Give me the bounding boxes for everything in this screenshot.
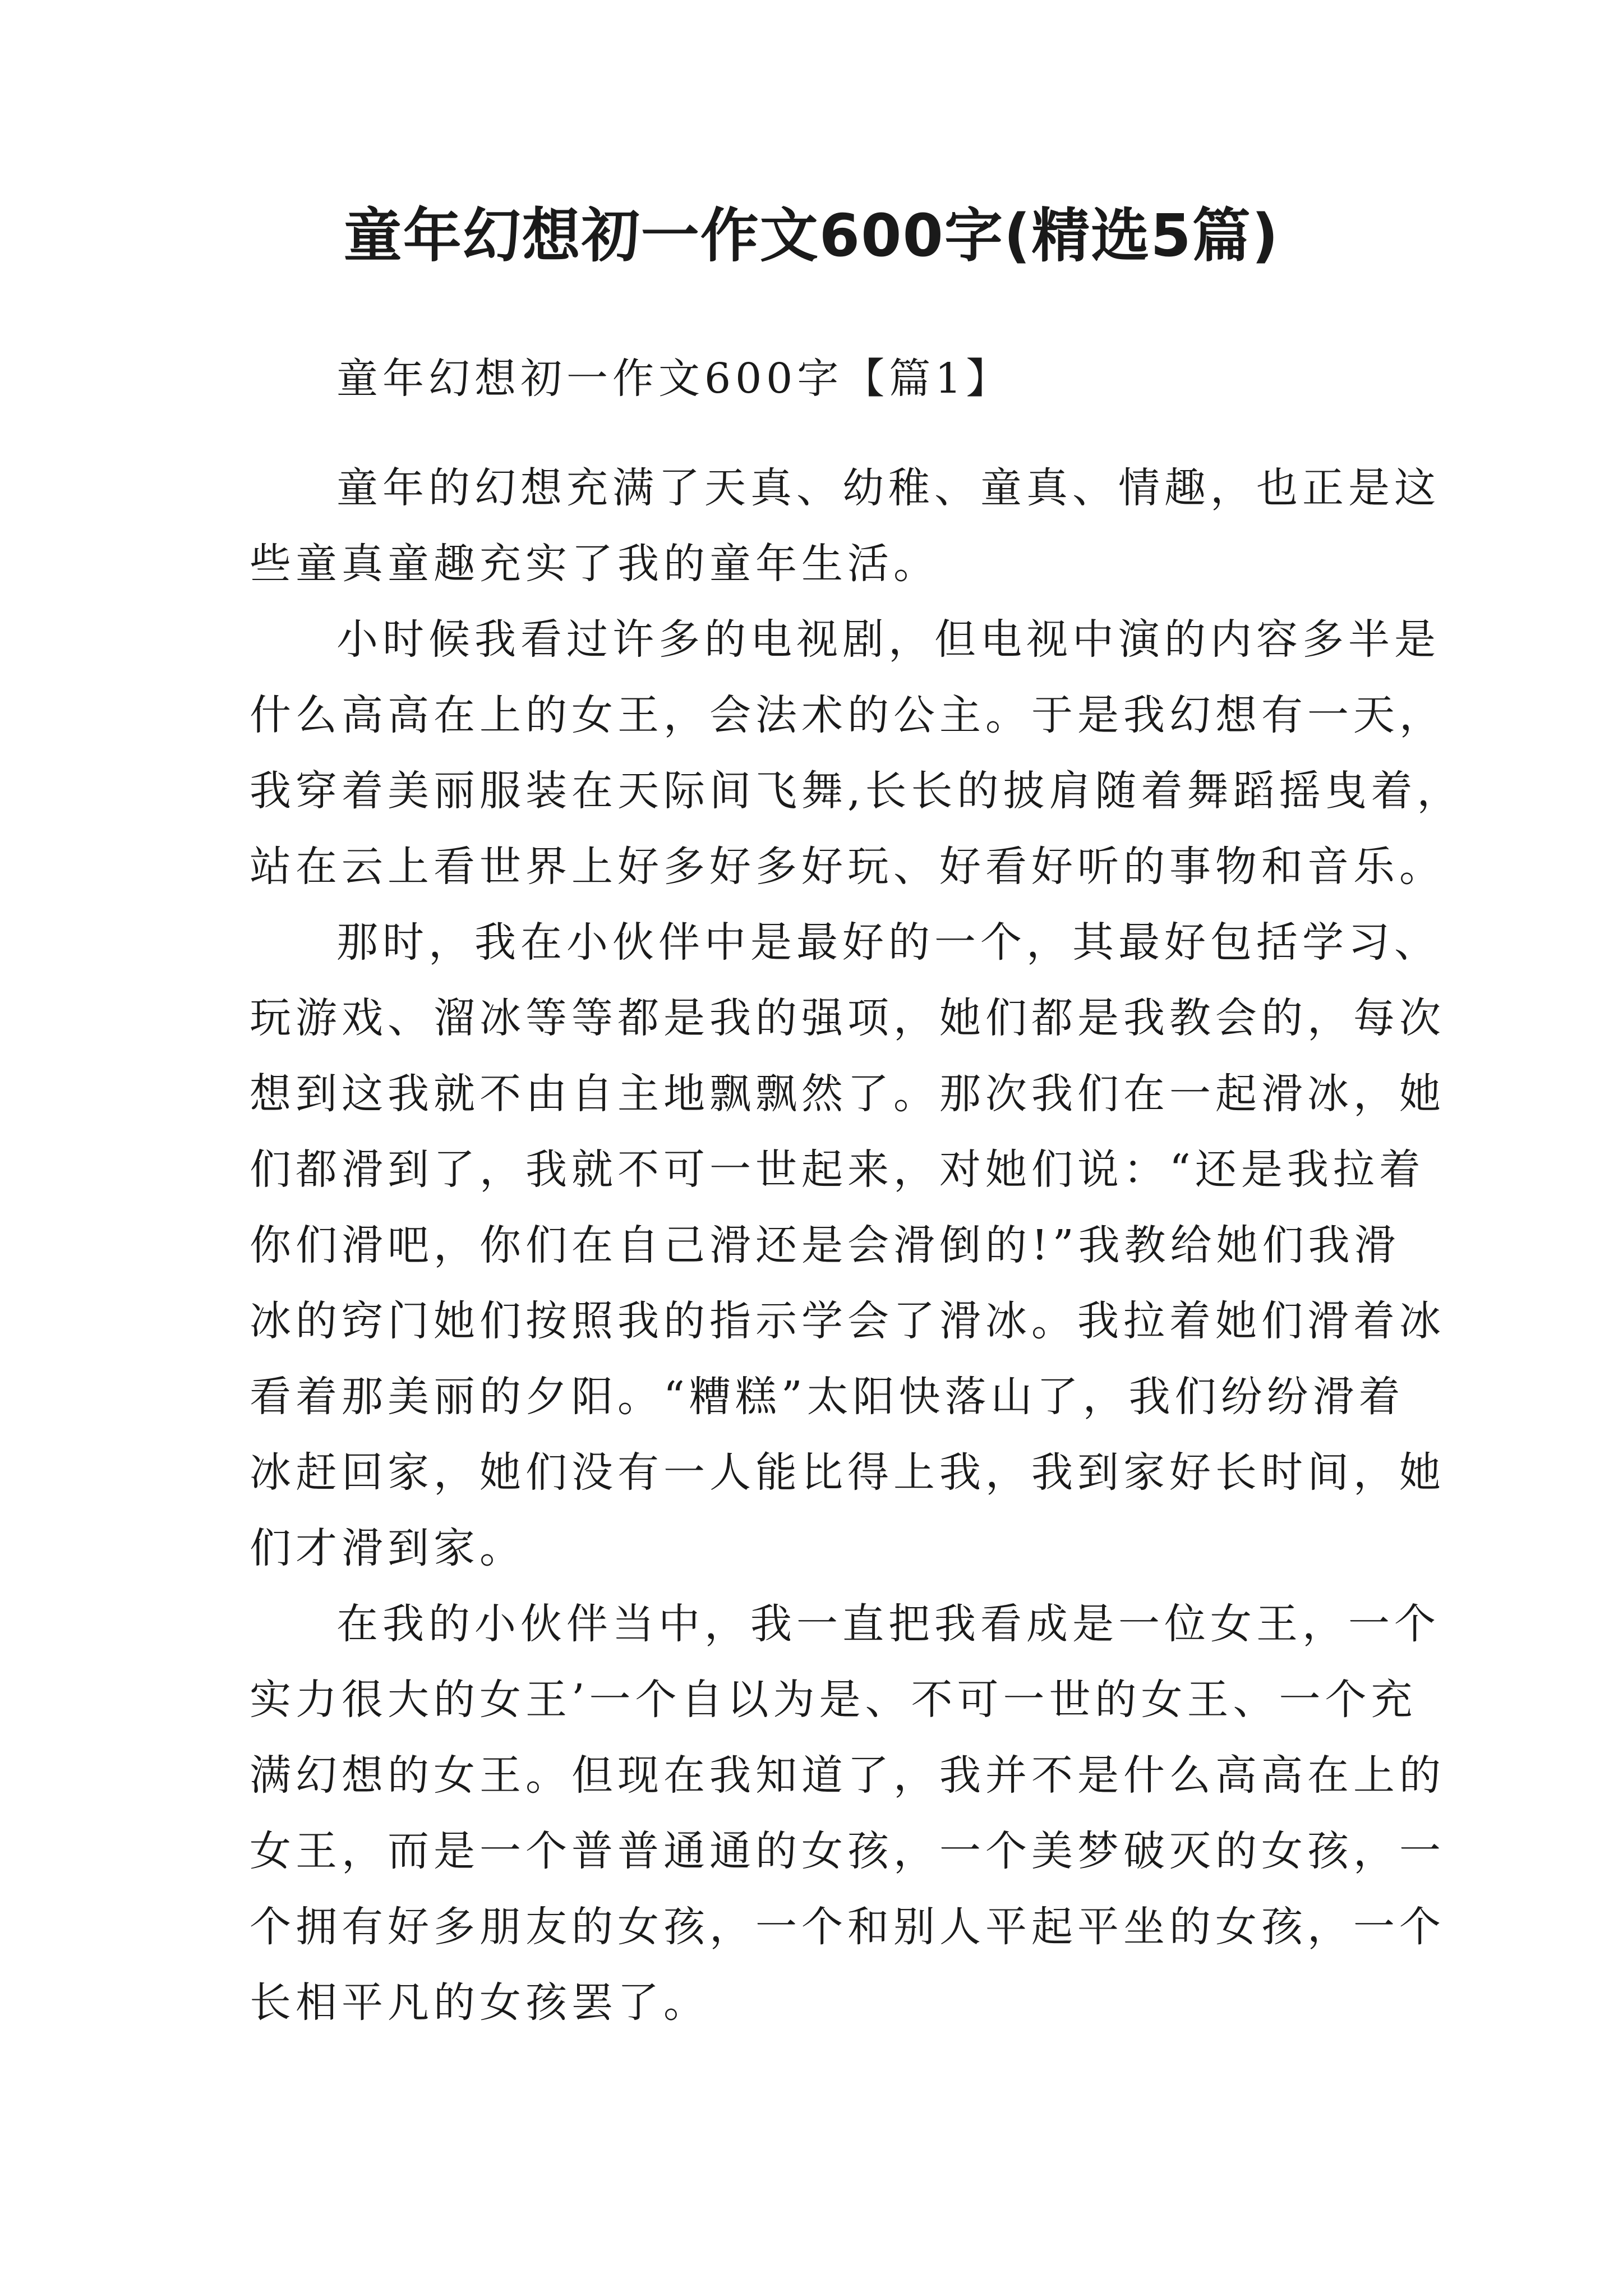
paragraph-3-line-3: 想到这我就不由自主地飘飘然了。那次我们在一起滑冰，她 <box>250 1070 1445 1118</box>
paragraph-3-line-7: 看着那美丽的夕阳。“糟糕”太阳快落山了，我们纷纷滑着 <box>250 1373 1405 1421</box>
paragraph-3-line-4: 们都滑到了，我就不可一世起来，对她们说：“还是我拉着 <box>250 1145 1425 1194</box>
document-title: 童年幻想初一作文600字(精选5篇) <box>343 201 1280 270</box>
paragraph-2-line-3: 我穿着美丽服装在天际间飞舞,长长的披肩随着舞蹈摇曳着， <box>250 767 1463 815</box>
paragraph-4-line-2: 实力很大的女王’一个自以为是、不可一世的女王、一个充 <box>250 1676 1417 1724</box>
paragraph-3-line-1: 那时，我在小伙伴中是最好的一个，其最好包括学习、 <box>336 918 1440 967</box>
paragraph-4-line-5: 个拥有好多朋友的女孩，一个和别人平起平坐的女孩，一个 <box>250 1903 1445 1951</box>
paragraph-2-line-4: 站在云上看世界上好多好多好玩、好看好听的事物和音乐。 <box>250 843 1445 891</box>
paragraph-3-line-6: 冰的窍门她们按照我的指示学会了滑冰。我拉着她们滑着冰 <box>250 1297 1445 1345</box>
paragraph-2-line-1: 小时候我看过许多的电视剧，但电视中演的内容多半是 <box>336 615 1440 664</box>
paragraph-4-line-6: 长相平凡的女孩罢了。 <box>250 1978 709 2027</box>
paragraph-3-line-9: 们才滑到家。 <box>250 1524 525 1572</box>
paragraph-4-line-1: 在我的小伙伴当中，我一直把我看成是一位女王，一个 <box>336 1600 1440 1648</box>
paragraph-3-line-2: 玩游戏、溜冰等等都是我的强项，她们都是我教会的，每次 <box>250 994 1445 1042</box>
paragraph-4-line-4: 女王，而是一个普普通通的女孩，一个美梦破灭的女孩，一 <box>250 1827 1445 1875</box>
paragraph-3-line-8: 冰赶回家，她们没有一人能比得上我，我到家好长时间，她 <box>250 1448 1445 1497</box>
section-heading: 童年幻想初一作文600字【篇1】 <box>336 355 1012 403</box>
paragraph-1-line-2: 些童真童趣充实了我的童年生活。 <box>250 540 939 588</box>
paragraph-4-line-3: 满幻想的女王。但现在我知道了，我并不是什么高高在上的 <box>250 1751 1445 1800</box>
paragraph-2-line-2: 什么高高在上的女王，会法术的公主。于是我幻想有一天， <box>250 691 1445 739</box>
paragraph-3-line-5: 你们滑吧，你们在自己滑还是会滑倒的!”我教给她们我滑 <box>250 1221 1400 1269</box>
paragraph-1-line-1: 童年的幻想充满了天真、幼稚、童真、情趣，也正是这 <box>336 464 1440 512</box>
